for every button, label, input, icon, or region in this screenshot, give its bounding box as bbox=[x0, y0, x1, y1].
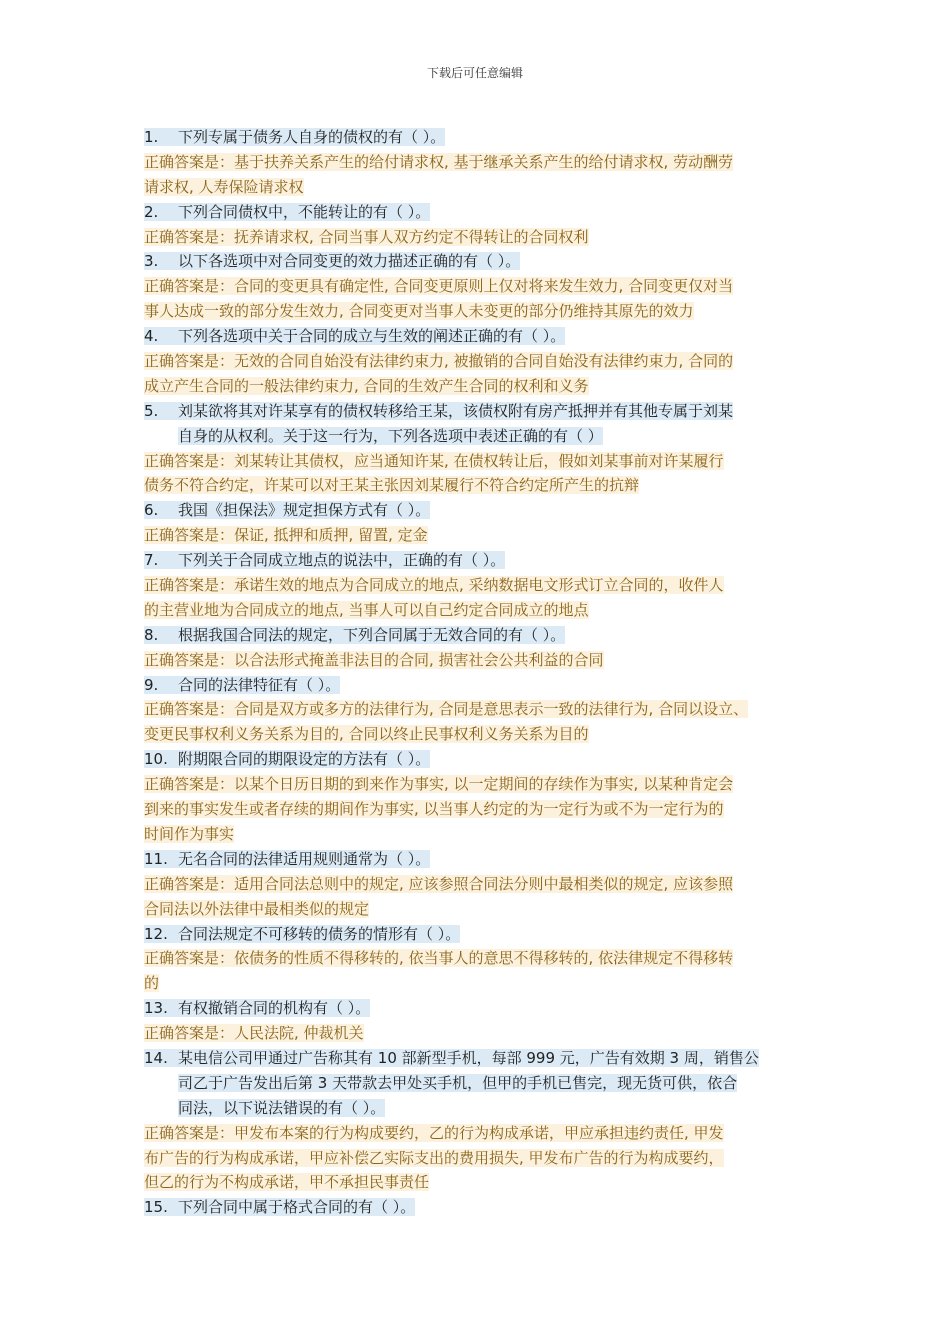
question-line bbox=[144, 922, 824, 947]
question-text: 无名合同的法律适用规则通常为（ ）。 bbox=[178, 849, 431, 868]
answer-text: 正确答案是：人民法院, 仲裁机关 bbox=[144, 1024, 364, 1043]
answer-line bbox=[144, 1121, 824, 1146]
answer-line bbox=[144, 374, 824, 399]
answer-line bbox=[144, 872, 824, 897]
question-number: 12. bbox=[144, 924, 168, 943]
question-line bbox=[144, 1096, 824, 1121]
answer-line bbox=[144, 523, 824, 548]
answer-line bbox=[144, 175, 824, 200]
answer-line bbox=[144, 349, 824, 374]
question-number: 15. bbox=[144, 1198, 168, 1217]
question-line bbox=[144, 996, 824, 1021]
answer-line bbox=[144, 897, 824, 922]
question-line bbox=[144, 548, 824, 573]
answer-line bbox=[144, 772, 824, 797]
question-number: 3. bbox=[144, 252, 159, 271]
answer-line bbox=[144, 648, 824, 673]
question-line bbox=[144, 125, 824, 150]
answer-line bbox=[144, 822, 824, 847]
answer-line bbox=[144, 722, 824, 747]
answer-line bbox=[144, 946, 824, 971]
question-text: 下列合同债权中，不能转让的有（ ）。 bbox=[178, 202, 431, 221]
answer-text: 正确答案是：抚养请求权, 合同当事人双方约定不得转让的合同权利 bbox=[144, 227, 589, 246]
question-number: 7. bbox=[144, 551, 159, 570]
answer-text: 正确答案是：甲发布本案的行为构成要约，乙的行为构成承诺，甲应承担违约责任, 甲发 bbox=[144, 1123, 724, 1142]
question-text: 我国《担保法》规定担保方式有（ ）。 bbox=[178, 501, 431, 520]
answer-text: 到来的事实发生或者存续的期间作为事实, 以当事人约定的为一定行为或不为一定行为的 bbox=[144, 800, 724, 819]
answer-text: 正确答案是：无效的合同自始没有法律约束力, 被撤销的合同自始没有法律约束力, 合同的 bbox=[144, 352, 734, 371]
question-line bbox=[144, 249, 824, 274]
answer-line bbox=[144, 598, 824, 623]
answer-text: 布广告的行为构成承诺，甲应补偿乙实际支出的费用损失, 甲发布广告的行为构成要约， bbox=[144, 1148, 724, 1167]
question-text: 有权撤销合同的机构有（ ）。 bbox=[178, 999, 371, 1018]
question-text: 根据我国合同法的规定，下列合同属于无效合同的有（ ）。 bbox=[178, 625, 566, 644]
answer-text: 正确答案是：合同的变更具有确定性, 合同变更原则上仅对将来发生效力, 合同变更仅对当 bbox=[144, 277, 734, 296]
answer-text: 合同法以外法律中最相类似的规定 bbox=[144, 899, 370, 918]
question-text: 下列专属于债务人自身的债权的有（ ）。 bbox=[178, 128, 446, 146]
question-number: 5. bbox=[144, 401, 159, 420]
question-number: 8. bbox=[144, 625, 159, 644]
answer-line bbox=[144, 299, 824, 324]
question-text: 以下各选项中对合同变更的效力描述正确的有（ ）。 bbox=[178, 252, 521, 271]
question-number: 2. bbox=[144, 202, 159, 221]
answer-text: 正确答案是：合同是双方或多方的法律行为, 合同是意思表示一致的法律行为, 合同以设立、 bbox=[144, 700, 749, 719]
answer-text: 正确答案是：适用合同法总则中的规定, 应该参照合同法分则中最相类似的规定, 应该参照 bbox=[144, 874, 734, 893]
question-line bbox=[144, 424, 824, 449]
qa-list bbox=[144, 125, 824, 1220]
answer-text: 事人达成一致的部分发生效力, 合同变更对当事人未变更的部分仍维持其原先的效力 bbox=[144, 302, 694, 321]
question-text: 下列各选项中关于合同的成立与生效的阐述正确的有（ ）。 bbox=[178, 327, 566, 346]
question-number: 10. bbox=[144, 750, 168, 769]
question-text: 合同法规定不可移转的债务的情形有（ ）。 bbox=[178, 924, 461, 943]
question-line bbox=[144, 1071, 824, 1096]
question-text: 同法，以下说法错误的有（ ）。 bbox=[178, 1098, 386, 1117]
question-number: 6. bbox=[144, 501, 159, 520]
question-line bbox=[144, 324, 824, 349]
answer-text: 正确答案是：保证, 抵押和质押, 留置, 定金 bbox=[144, 526, 428, 545]
answer-text: 正确答案是：承诺生效的地点为合同成立的地点, 采纳数据电文形式订立合同的，收件人 bbox=[144, 576, 724, 595]
question-text: 合同的法律特征有（ ）。 bbox=[178, 675, 341, 694]
question-line bbox=[144, 623, 824, 648]
answer-line bbox=[144, 971, 824, 996]
question-number: 11. bbox=[144, 849, 168, 868]
question-line bbox=[144, 1195, 824, 1220]
question-number: 1. bbox=[144, 128, 159, 146]
answer-text: 请求权, 人寿保险请求权 bbox=[144, 177, 304, 196]
question-line bbox=[144, 498, 824, 523]
answer-text: 的主营业地为合同成立的地点, 当事人可以自己约定合同成立的地点 bbox=[144, 600, 589, 619]
question-text: 下列合同中属于格式合同的有（ ）。 bbox=[178, 1198, 416, 1217]
question-text: 刘某欲将其对许某享有的债权转移给王某，该债权附有房产抵押并有其他专属于刘某 bbox=[178, 401, 734, 420]
answer-line bbox=[144, 797, 824, 822]
question-line bbox=[144, 200, 824, 225]
answer-text: 正确答案是：以某个日历日期的到来作为事实, 以一定期间的存续作为事实, 以某种肯定会 bbox=[144, 775, 734, 794]
answer-line bbox=[144, 473, 824, 498]
answer-line bbox=[144, 449, 824, 474]
answer-line bbox=[144, 573, 824, 598]
answer-line bbox=[144, 1021, 824, 1046]
answer-line bbox=[144, 1170, 824, 1195]
page-header: 下载后可任意编辑 bbox=[426, 66, 523, 80]
question-number: 14. bbox=[144, 1048, 168, 1067]
answer-text: 正确答案是：刘某转让其债权，应当通知许某, 在债权转让后，假如刘某事前对许某履行 bbox=[144, 451, 724, 470]
answer-line bbox=[144, 225, 824, 250]
answer-line bbox=[144, 150, 824, 175]
answer-text: 但乙的行为不构成承诺，甲不承担民事责任 bbox=[144, 1173, 430, 1192]
question-text: 某电信公司甲通过广告称其有 10 部新型手机，每部 999 元，广告有效期 3 周，销售公 bbox=[178, 1048, 759, 1067]
question-line bbox=[144, 673, 824, 698]
answer-text: 的 bbox=[144, 974, 160, 993]
answer-line bbox=[144, 1146, 824, 1171]
question-text: 附期限合同的期限设定的方法有（ ）。 bbox=[178, 750, 431, 769]
answer-line bbox=[144, 274, 824, 299]
answer-text: 正确答案是：以合法形式掩盖非法目的合同, 损害社会公共利益的合同 bbox=[144, 650, 604, 669]
question-number: 9. bbox=[144, 675, 159, 694]
answer-text: 成立产生合同的一般法律约束力, 合同的生效产生合同的权利和义务 bbox=[144, 376, 589, 395]
question-text: 司乙于广告发出后第 3 天带款去甲处买手机，但甲的手机已售完，现无货可供，依合 bbox=[178, 1073, 738, 1092]
question-number: 4. bbox=[144, 327, 159, 346]
question-text: 下列关于合同成立地点的说法中，正确的有（ ）。 bbox=[178, 551, 506, 570]
question-text: 自身的从权利。关于这一行为，下列各选项中表述正确的有（ ） bbox=[178, 426, 603, 445]
answer-text: 正确答案是：依债务的性质不得移转的, 依当事人的意思不得移转的, 依法律规定不得移转 bbox=[144, 949, 734, 968]
question-line bbox=[144, 1046, 824, 1071]
answer-text: 时间作为事实 bbox=[144, 824, 235, 843]
answer-text: 债务不符合约定，许某可以对王某主张因刘某履行不符合约定所产生的抗辩 bbox=[144, 476, 640, 495]
question-line bbox=[144, 747, 824, 772]
question-line bbox=[144, 399, 824, 424]
answer-text: 正确答案是：基于扶养关系产生的给付请求权, 基于继承关系产生的给付请求权, 劳动酬劳 bbox=[144, 152, 734, 171]
question-line bbox=[144, 847, 824, 872]
answer-line bbox=[144, 697, 824, 722]
question-number: 13. bbox=[144, 999, 168, 1018]
answer-text: 变更民事权利义务关系为目的, 合同以终止民事权利义务关系为目的 bbox=[144, 725, 589, 744]
